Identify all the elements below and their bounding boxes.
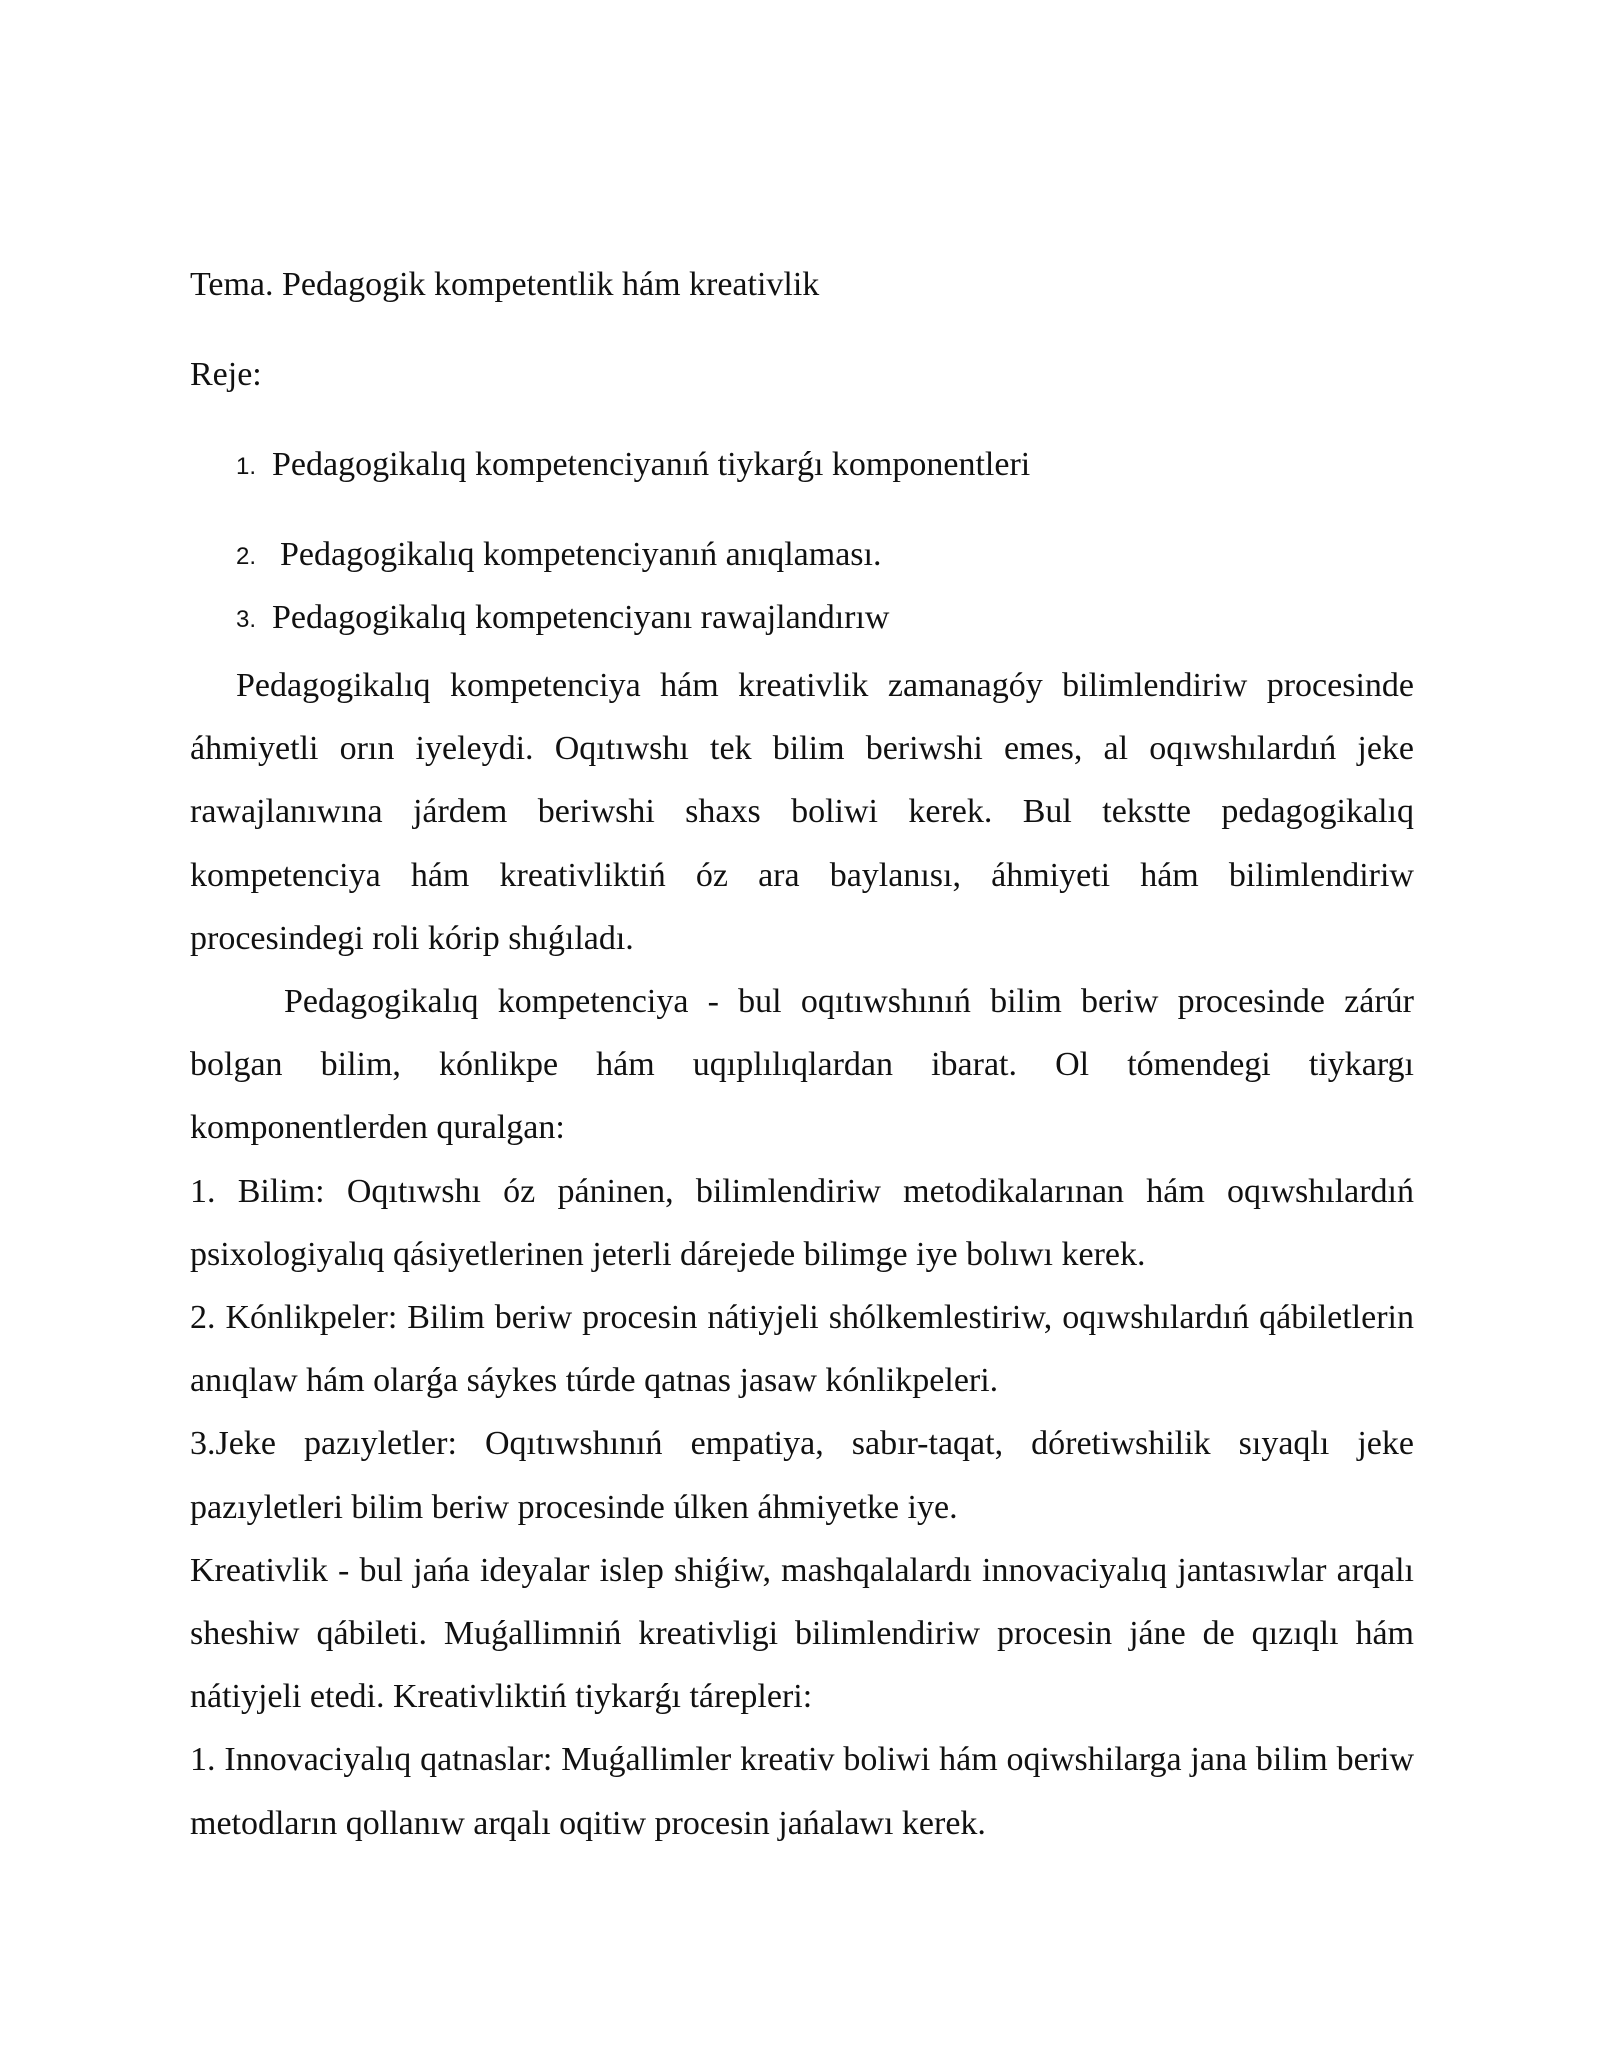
intro-paragraph: Pedagogikalıq kompetenciya hám kreativlik zamanagóy bilimlendiriw procesinde áhmiyetli orın iyeleydi. Oqıtıwshı tek bilim beriwshi emes, al oqıwshılardıń jeke rawajlanıwına járdem beriwshi shaxs boliwi kerek. Bul tekstte pedagogikalıq kompetenciya hám kreativliktiń óz ara baylanısı, áhmiyeti hám bilimlendiriw procesindegi roli kórip shıǵıladı. [190, 667, 1414, 957]
plan-list-item [236, 591, 889, 647]
plan-item-number: 1. [236, 453, 257, 480]
document-title: Tema. Pedagogik kompetentlik hám kreativlik [190, 266, 820, 303]
document-body [190, 654, 1414, 1855]
component-skills-paragraph: 2. Kónlikpeler: Bilim beriw procesin nátiyjeli shólkemlestiriw, oqıwshılardıń qábiletlerin anıqlaw hám olarǵa sáykes túrde qatnas jasaw kónlikpeleri. [190, 1299, 1414, 1400]
plan-list-item [236, 528, 881, 584]
plan-item-number: 2. [236, 543, 257, 570]
plan-list-item [236, 438, 1030, 494]
creativity-aspect-innovation-paragraph: 1. Innovaciyalıq qatnaslar: Muǵallimler kreativ boliwi hám oqiwshilarga jana bilim beriw metodların qollanıw arqalı oqitiw procesin jańalawı kerek. [190, 1741, 1414, 1842]
plan-item-text: Pedagogikalıq kompetenciyanı rawajlandırıw [272, 599, 890, 636]
plan-item-number: 3. [236, 606, 257, 633]
creativity-definition-paragraph: Kreativlik - bul jańa ideyalar islep shiǵiw, mashqalalardı innovaciyalıq jantasıwlar arqalı sheshiw qábileti. Muǵallimniń kreativligi bilimlendiriw procesin jáne de qızıqlı hám nátiyjeli etedi. Kreativliktiń tiykarǵı tárepleri: [190, 1551, 1414, 1716]
plan-item-text: Pedagogikalıq kompetenciyanıń tiykarǵı komponentleri [272, 446, 1031, 483]
plan-item-text: Pedagogikalıq kompetenciyanıń anıqlaması. [280, 536, 882, 573]
component-knowledge-paragraph: 1. Bilim: Oqıtıwshı óz páninen, bilimlendiriw metodikalarınan hám oqıwshılardıń psixologiyalıq qásiyetlerinen jeterli dárejede bilimge iye bolıwı kerek. [190, 1172, 1414, 1273]
competence-definition-paragraph: Pedagogikalıq kompetenciya - bul oqıtıwshınıń bilim beriw procesinde zárúr bolgan bilim, kónlikpe hám uqıplılıqlardan ibarat. Ol tómendegi tiykargı komponentlerden quralgan: [190, 983, 1414, 1147]
plan-label: Reje: [190, 356, 262, 393]
component-personal-qualities-paragraph: 3.Jeke pazıyletler: Oqıtıwshınıń empatiya, sabır-taqat, dóretiwshilik sıyaqlı jeke pazıyletleri bilim beriw procesinde úlken áhmiyetke iye. [190, 1425, 1414, 1526]
